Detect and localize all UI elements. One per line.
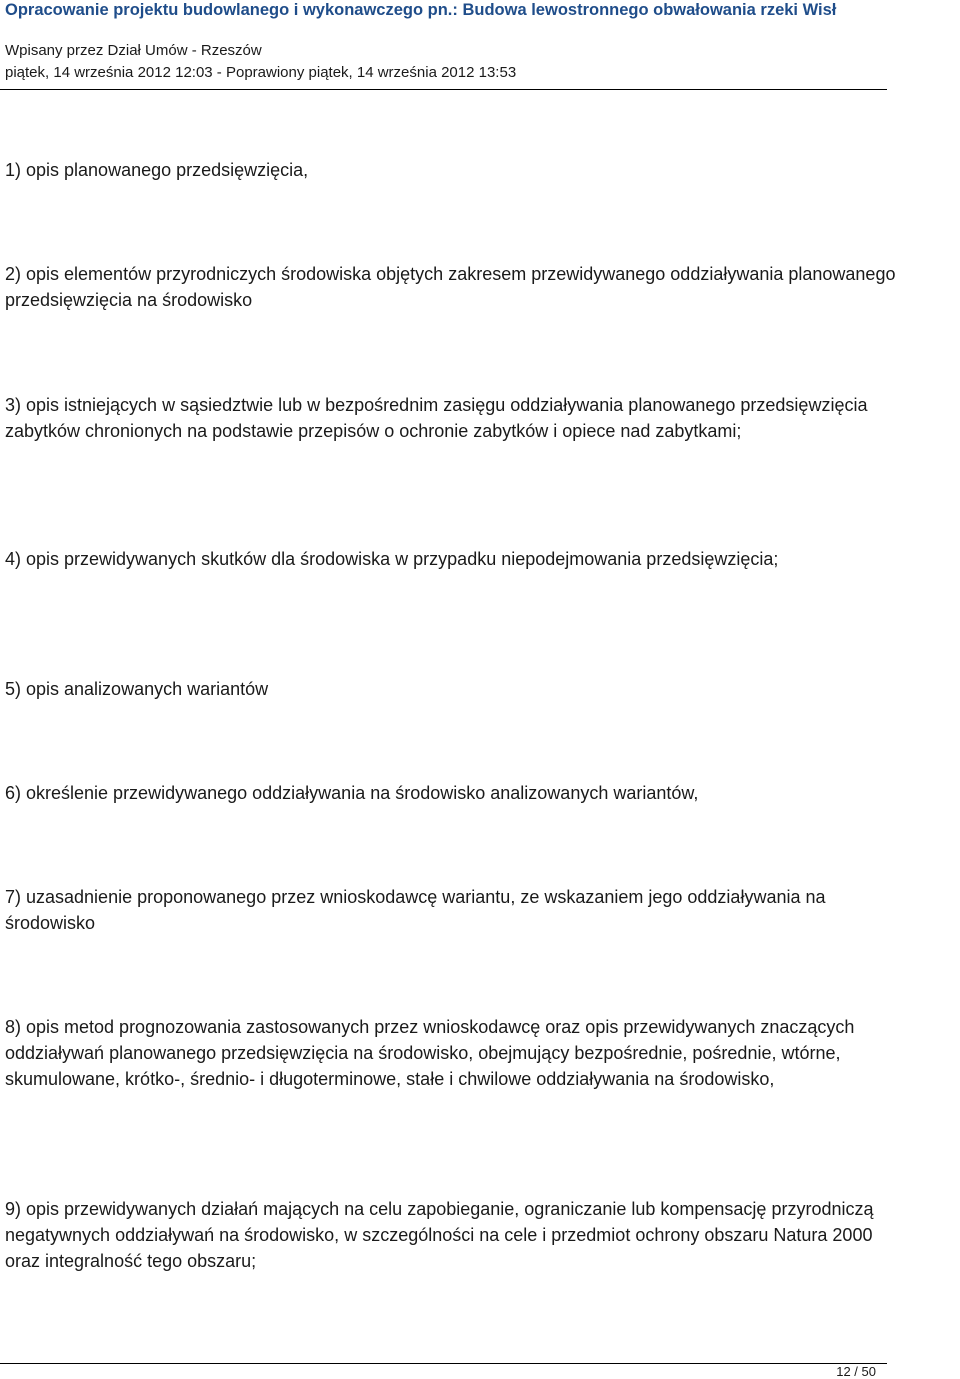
document-title: Opracowanie projektu budowlanego i wykonawczego pn.: Budowa lewostronnego obwałowania rzeki Wisł [5,1,837,19]
list-item: 5) opis analizowanych wariantów [5,679,269,699]
date-line: piątek, 14 września 2012 12:03 - Poprawiony piątek, 14 września 2012 13:53 [5,64,517,81]
list-item: 7) uzasadnienie proponowanego przez wnioskodawcę wariantu, ze wskazaniem jego oddziaływania na środowisko [5,887,826,933]
list-item: 9) opis przewidywanych działań mających na celu zapobieganie, ograniczanie lub kompensację przyrodniczą negatywnych oddziaływań na środowisko, w szczególności na cele i przedmiot ochrony obszaru Natura 2000 oraz integralność tego obszaru; [5,1199,874,1271]
list-item: 1) opis planowanego przedsięwzięcia, [5,160,309,180]
header-divider [0,89,887,90]
list-item: 8) opis metod prognozowania zastosowanych przez wnioskodawcę oraz opis przewidywanych znaczących oddziaływań planowanego przedsięwzięcia na środowisko, obejmujący bezpośrednie, pośrednie, wtórne, skumulowane, krótko-, średnio- i długoterminowe, stałe i chwilowe oddziaływania na środowisko, [5,1017,855,1089]
list-item: 2) opis elementów przyrodniczych środowiska objętych zakresem przewidywanego oddziaływania planowanego przedsięwzięcia na środowisko [5,264,896,310]
footer-divider [0,1363,887,1364]
page-number: 12 / 50 [836,1364,876,1379]
author-line: Wpisany przez Dział Umów - Rzeszów [5,42,262,59]
list-item: 6) określenie przewidywanego oddziaływania na środowisko analizowanych wariantów, [5,783,699,803]
list-item: 3) opis istniejących w sąsiedztwie lub w bezpośrednim zasięgu oddziaływania planowanego przedsięwzięcia zabytków chronionych na podstawie przepisów o ochronie zabytków i opiece nad zabytkami; [5,395,868,441]
list-item: 4) opis przewidywanych skutków dla środowiska w przypadku niepodejmowania przedsięwzięcia; [5,549,779,569]
